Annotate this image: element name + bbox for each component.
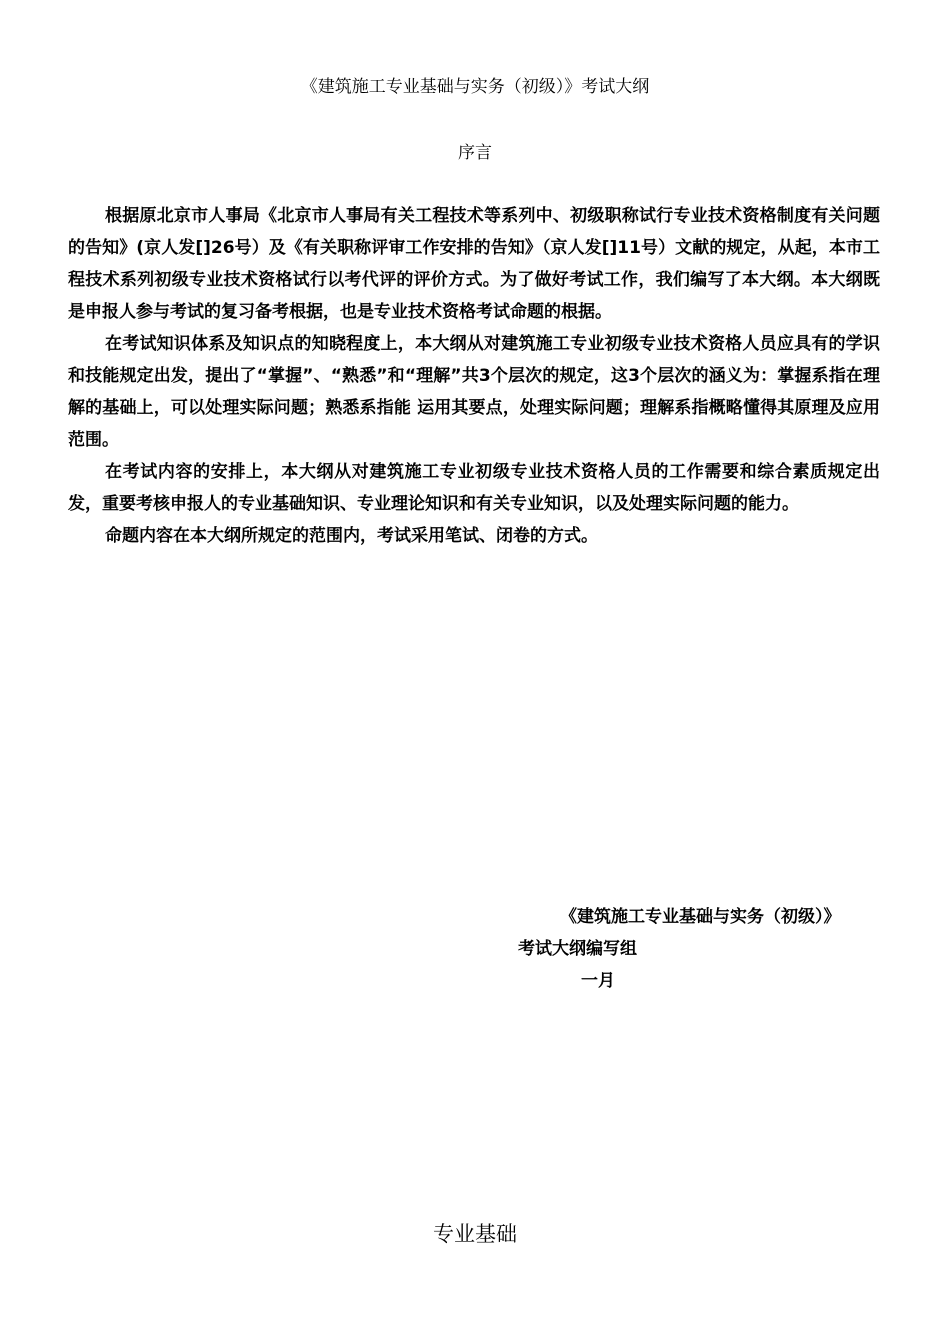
preface-body: [68, 200, 880, 552]
signature-group: 考试大纲编写组: [518, 939, 637, 959]
page-header: 《建筑施工专业基础与实务（初级）》考试大纲: [300, 77, 650, 97]
paragraph: 命题内容在本大纲所规定的范围内，考试采用笔试、闭卷的方式。: [105, 526, 598, 546]
paragraph: 根据原北京市人事局《北京市人事局有关工程技术等系列中、初级职称试行专业技术资格制度有关问题的告知》(京人发[]26号）及《有关职称评审工作安排的告知》（京人发[]11号）文献的规定，从起，本市工程技术系列初级专业技术资格试行以考代评的评价方式。为了做好考试工作，我们编写了本大纲。本大纲既是申报人参与考试的复习备考根据，也是专业技术资格考试命题的根据。: [68, 206, 880, 322]
paragraph: 在考试知识体系及知识点的知晓程度上，本大纲从对建筑施工专业初级专业技术资格人员应具有的学识和技能规定出发，提出了“掌握”、“熟悉”和“理解”共3个层次的规定，这3个层次的涵义为：掌握系指在理解的基础上，可以处理实际问题；熟悉系指能 运用其要点，处理实际问题；理解系指概略懂得其原理及应用范围。: [68, 334, 880, 450]
section-title: 专业基础: [433, 1222, 517, 1246]
paragraph: 在考试内容的安排上，本大纲从对建筑施工专业初级专业技术资格人员的工作需要和综合素质规定出发，重要考核申报人的专业基础知识、专业理论知识和有关专业知识，以及处理实际问题的能力。: [68, 462, 880, 514]
signature-title: 《建筑施工专业基础与实务（初级）》: [560, 907, 841, 927]
signature-date: 一月: [581, 971, 615, 991]
preface-title: 序言: [458, 143, 492, 163]
